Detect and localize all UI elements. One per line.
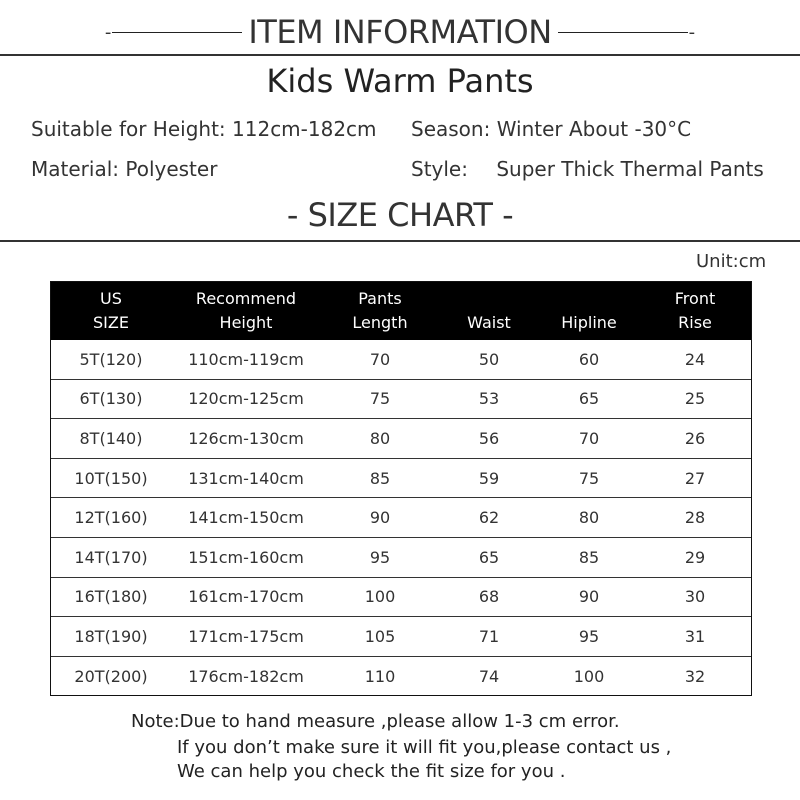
cell-size: 6T(130) — [79, 389, 143, 409]
cell-waist: 71 — [478, 626, 500, 646]
note-line-2: If you don’t make sure it will fit you,please contact us , — [177, 737, 672, 758]
season-value: Winter About -30°C — [496, 117, 692, 141]
table-body — [51, 340, 751, 695]
col-recommend-height — [171, 282, 321, 340]
cell-hipline: 70 — [578, 428, 600, 448]
size-chart-title: - SIZE CHART - — [286, 196, 514, 234]
cell-hipline: 65 — [578, 389, 600, 409]
cell-height: 171cm-175cm — [188, 626, 304, 646]
height-label: Suitable for Height: — [31, 117, 226, 141]
note-line-3: We can help you check the fit size for you . — [177, 761, 566, 782]
cell-height: 110cm-119cm — [188, 349, 304, 369]
unit-label: Unit:cm — [696, 251, 767, 272]
cell-front-rise: 32 — [684, 666, 706, 686]
cell-front-rise: 30 — [684, 587, 706, 607]
cell-hipline: 100 — [573, 666, 605, 686]
cell-height: 151cm-160cm — [188, 547, 304, 567]
cell-waist: 50 — [478, 349, 500, 369]
cell-front-rise: 28 — [684, 508, 706, 528]
header-rule-right — [558, 32, 688, 33]
cell-front-rise: 29 — [684, 547, 706, 567]
col-us-size — [51, 282, 171, 340]
cell-size: 5T(120) — [79, 349, 143, 369]
header-text: SIZE — [93, 313, 129, 332]
cell-hipline: 75 — [578, 468, 600, 488]
season-label: Season: — [411, 117, 491, 141]
cell-waist: 62 — [478, 508, 500, 528]
header-text: US — [100, 289, 122, 308]
table-header — [51, 282, 751, 340]
col-hipline — [539, 282, 639, 340]
cell-waist: 56 — [478, 428, 500, 448]
cell-length: 90 — [369, 508, 391, 528]
cell-length: 95 — [369, 547, 391, 567]
cell-height: 161cm-170cm — [188, 587, 304, 607]
cell-length: 110 — [364, 666, 396, 686]
cell-length: 70 — [369, 349, 391, 369]
cell-hipline: 80 — [578, 508, 600, 528]
cell-waist: 68 — [478, 587, 500, 607]
header-text: Rise — [678, 313, 712, 332]
cell-length: 80 — [369, 428, 391, 448]
cell-size: 14T(170) — [74, 547, 148, 567]
table-row — [51, 379, 751, 419]
cell-height: 176cm-182cm — [188, 666, 304, 686]
style-info — [411, 157, 764, 181]
material-value: Polyester — [125, 157, 218, 181]
cell-hipline: 60 — [578, 349, 600, 369]
size-chart-divider — [0, 240, 800, 242]
table-row — [51, 616, 751, 656]
col-front-rise — [639, 282, 751, 340]
header-rule-left — [112, 32, 242, 33]
header-text: Recommend — [195, 289, 297, 308]
header-text: Length — [352, 313, 408, 332]
cell-size: 16T(180) — [74, 587, 148, 607]
cell-waist: 59 — [478, 468, 500, 488]
table-row — [51, 458, 751, 498]
cell-front-rise: 25 — [684, 389, 706, 409]
height-value: 112cm-182cm — [232, 117, 377, 141]
cell-front-rise: 31 — [684, 626, 706, 646]
header-text: Hipline — [561, 313, 617, 332]
table-row — [51, 418, 751, 458]
cell-length: 100 — [364, 587, 396, 607]
table-row — [51, 340, 751, 379]
cell-length: 105 — [364, 626, 396, 646]
cell-size: 20T(200) — [74, 666, 148, 686]
cell-waist: 53 — [478, 389, 500, 409]
cell-front-rise: 24 — [684, 349, 706, 369]
item-information-title: ITEM INFORMATION — [248, 13, 552, 51]
material-label: Material: — [31, 157, 119, 181]
cell-size: 18T(190) — [74, 626, 148, 646]
size-table — [50, 281, 752, 696]
cell-size: 12T(160) — [74, 508, 148, 528]
cell-waist: 65 — [478, 547, 500, 567]
height-info — [31, 117, 377, 141]
cell-front-rise: 27 — [684, 468, 706, 488]
table-row — [51, 577, 751, 617]
cell-length: 75 — [369, 389, 391, 409]
style-label: Style: — [411, 157, 468, 181]
cell-waist: 74 — [478, 666, 500, 686]
header-dash-right: - — [688, 21, 696, 43]
cell-hipline: 95 — [578, 626, 600, 646]
cell-hipline: 90 — [578, 587, 600, 607]
cell-length: 85 — [369, 468, 391, 488]
cell-height: 120cm-125cm — [188, 389, 304, 409]
table-row — [51, 537, 751, 577]
product-name: Kids Warm Pants — [266, 62, 534, 100]
header-text: Height — [219, 313, 273, 332]
material-info — [31, 157, 217, 181]
header-text: Front — [674, 289, 716, 308]
cell-height: 126cm-130cm — [188, 428, 304, 448]
header-divider — [0, 54, 800, 56]
note-line-1: Note:Due to hand measure ,please allow 1-3 cm error. — [131, 711, 620, 732]
col-waist — [439, 282, 539, 340]
col-pants-length — [321, 282, 439, 340]
cell-height: 141cm-150cm — [188, 508, 304, 528]
header-text: Pants — [358, 289, 402, 308]
style-value: Super Thick Thermal Pants — [496, 157, 764, 181]
header-dash-left: - — [104, 21, 112, 43]
header-text: Waist — [467, 313, 511, 332]
season-info — [411, 117, 691, 141]
cell-size: 8T(140) — [79, 428, 143, 448]
item-information-header — [0, 12, 800, 52]
cell-front-rise: 26 — [684, 428, 706, 448]
table-row — [51, 656, 751, 696]
table-row — [51, 497, 751, 537]
cell-size: 10T(150) — [74, 468, 148, 488]
cell-hipline: 85 — [578, 547, 600, 567]
cell-height: 131cm-140cm — [188, 468, 304, 488]
